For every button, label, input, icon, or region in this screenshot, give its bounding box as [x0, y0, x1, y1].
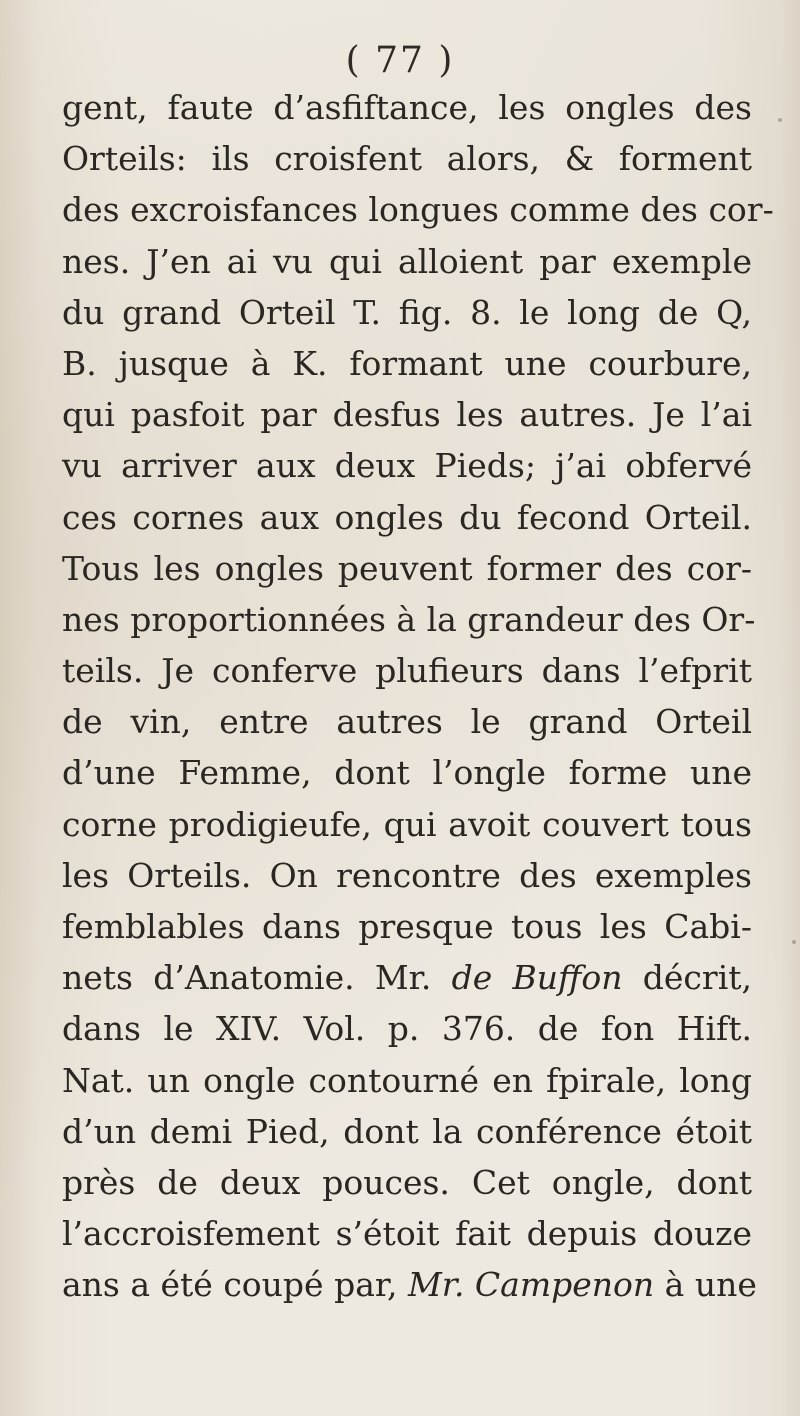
- text-line: qui pasfoit par desfus les autres. Je l’ai: [62, 395, 752, 435]
- text-line: l’accroisfement s’étoit fait depuis douze: [62, 1214, 752, 1254]
- text-segment: à une: [654, 1265, 757, 1305]
- text-line: [62, 1259, 757, 1310]
- text-line: les Orteils. On rencontre des exemples: [62, 855, 752, 895]
- text-line: Tous les ongles peuvent former des cor-: [62, 548, 752, 588]
- text-segment: ans a été coupé par,: [62, 1265, 409, 1305]
- text-line: d’un demi Pied, dont la conférence étoit: [62, 1111, 752, 1151]
- text-line: [62, 952, 752, 1003]
- text-line: du grand Orteil T. fig. 8. le long de Q,: [62, 292, 752, 332]
- italic-name: Mr. Campenon: [408, 1265, 655, 1305]
- text-line: dans le XIV. Vol. p. 376. de fon Hift.: [62, 1009, 752, 1049]
- body-text: [62, 82, 774, 1311]
- text-line: Nat. un ongle contourné en fpirale, long: [62, 1060, 752, 1100]
- text-line: ces cornes aux ongles du fecond Orteil.: [62, 497, 752, 537]
- text-segment: nets d’Anatomie. Mr.: [62, 958, 452, 998]
- text-line: teils. Je conferve plufieurs dans l’efprit: [62, 651, 752, 691]
- page-number: ( 77 ): [345, 40, 455, 81]
- text-line: nes proportionnées à la grandeur des Or-: [62, 599, 756, 639]
- text-line: corne prodigieufe, qui avoit couvert tous: [62, 804, 752, 844]
- text-line: femblables dans presque tous les Cabi-: [62, 907, 752, 946]
- paper-speck: [792, 940, 796, 944]
- text-line: des excroisfances longues comme des cor-: [62, 190, 774, 230]
- text-line: nes. J’en ai vu qui alloient par exemple: [62, 241, 752, 281]
- text-line: de vin, entre autres le grand Orteil: [62, 702, 752, 742]
- text-segment: décrit,: [622, 958, 752, 998]
- text-line: vu arriver aux deux Pieds; j’ai obfervé: [62, 446, 752, 486]
- italic-name: de Buffon: [451, 958, 623, 998]
- paper-speck: [88, 628, 92, 632]
- text-line: près de deux pouces. Cet ongle, dont: [62, 1162, 752, 1202]
- paper-speck: [778, 118, 782, 122]
- text-line: Orteils: ils croisfent alors, & forment: [62, 139, 752, 179]
- text-line: d’une Femme, dont l’ongle forme une: [62, 753, 752, 793]
- text-line: gent, faute d’asfiftance, les ongles des: [62, 88, 752, 127]
- text-line: B. jusque à K. formant une courbure,: [62, 343, 752, 383]
